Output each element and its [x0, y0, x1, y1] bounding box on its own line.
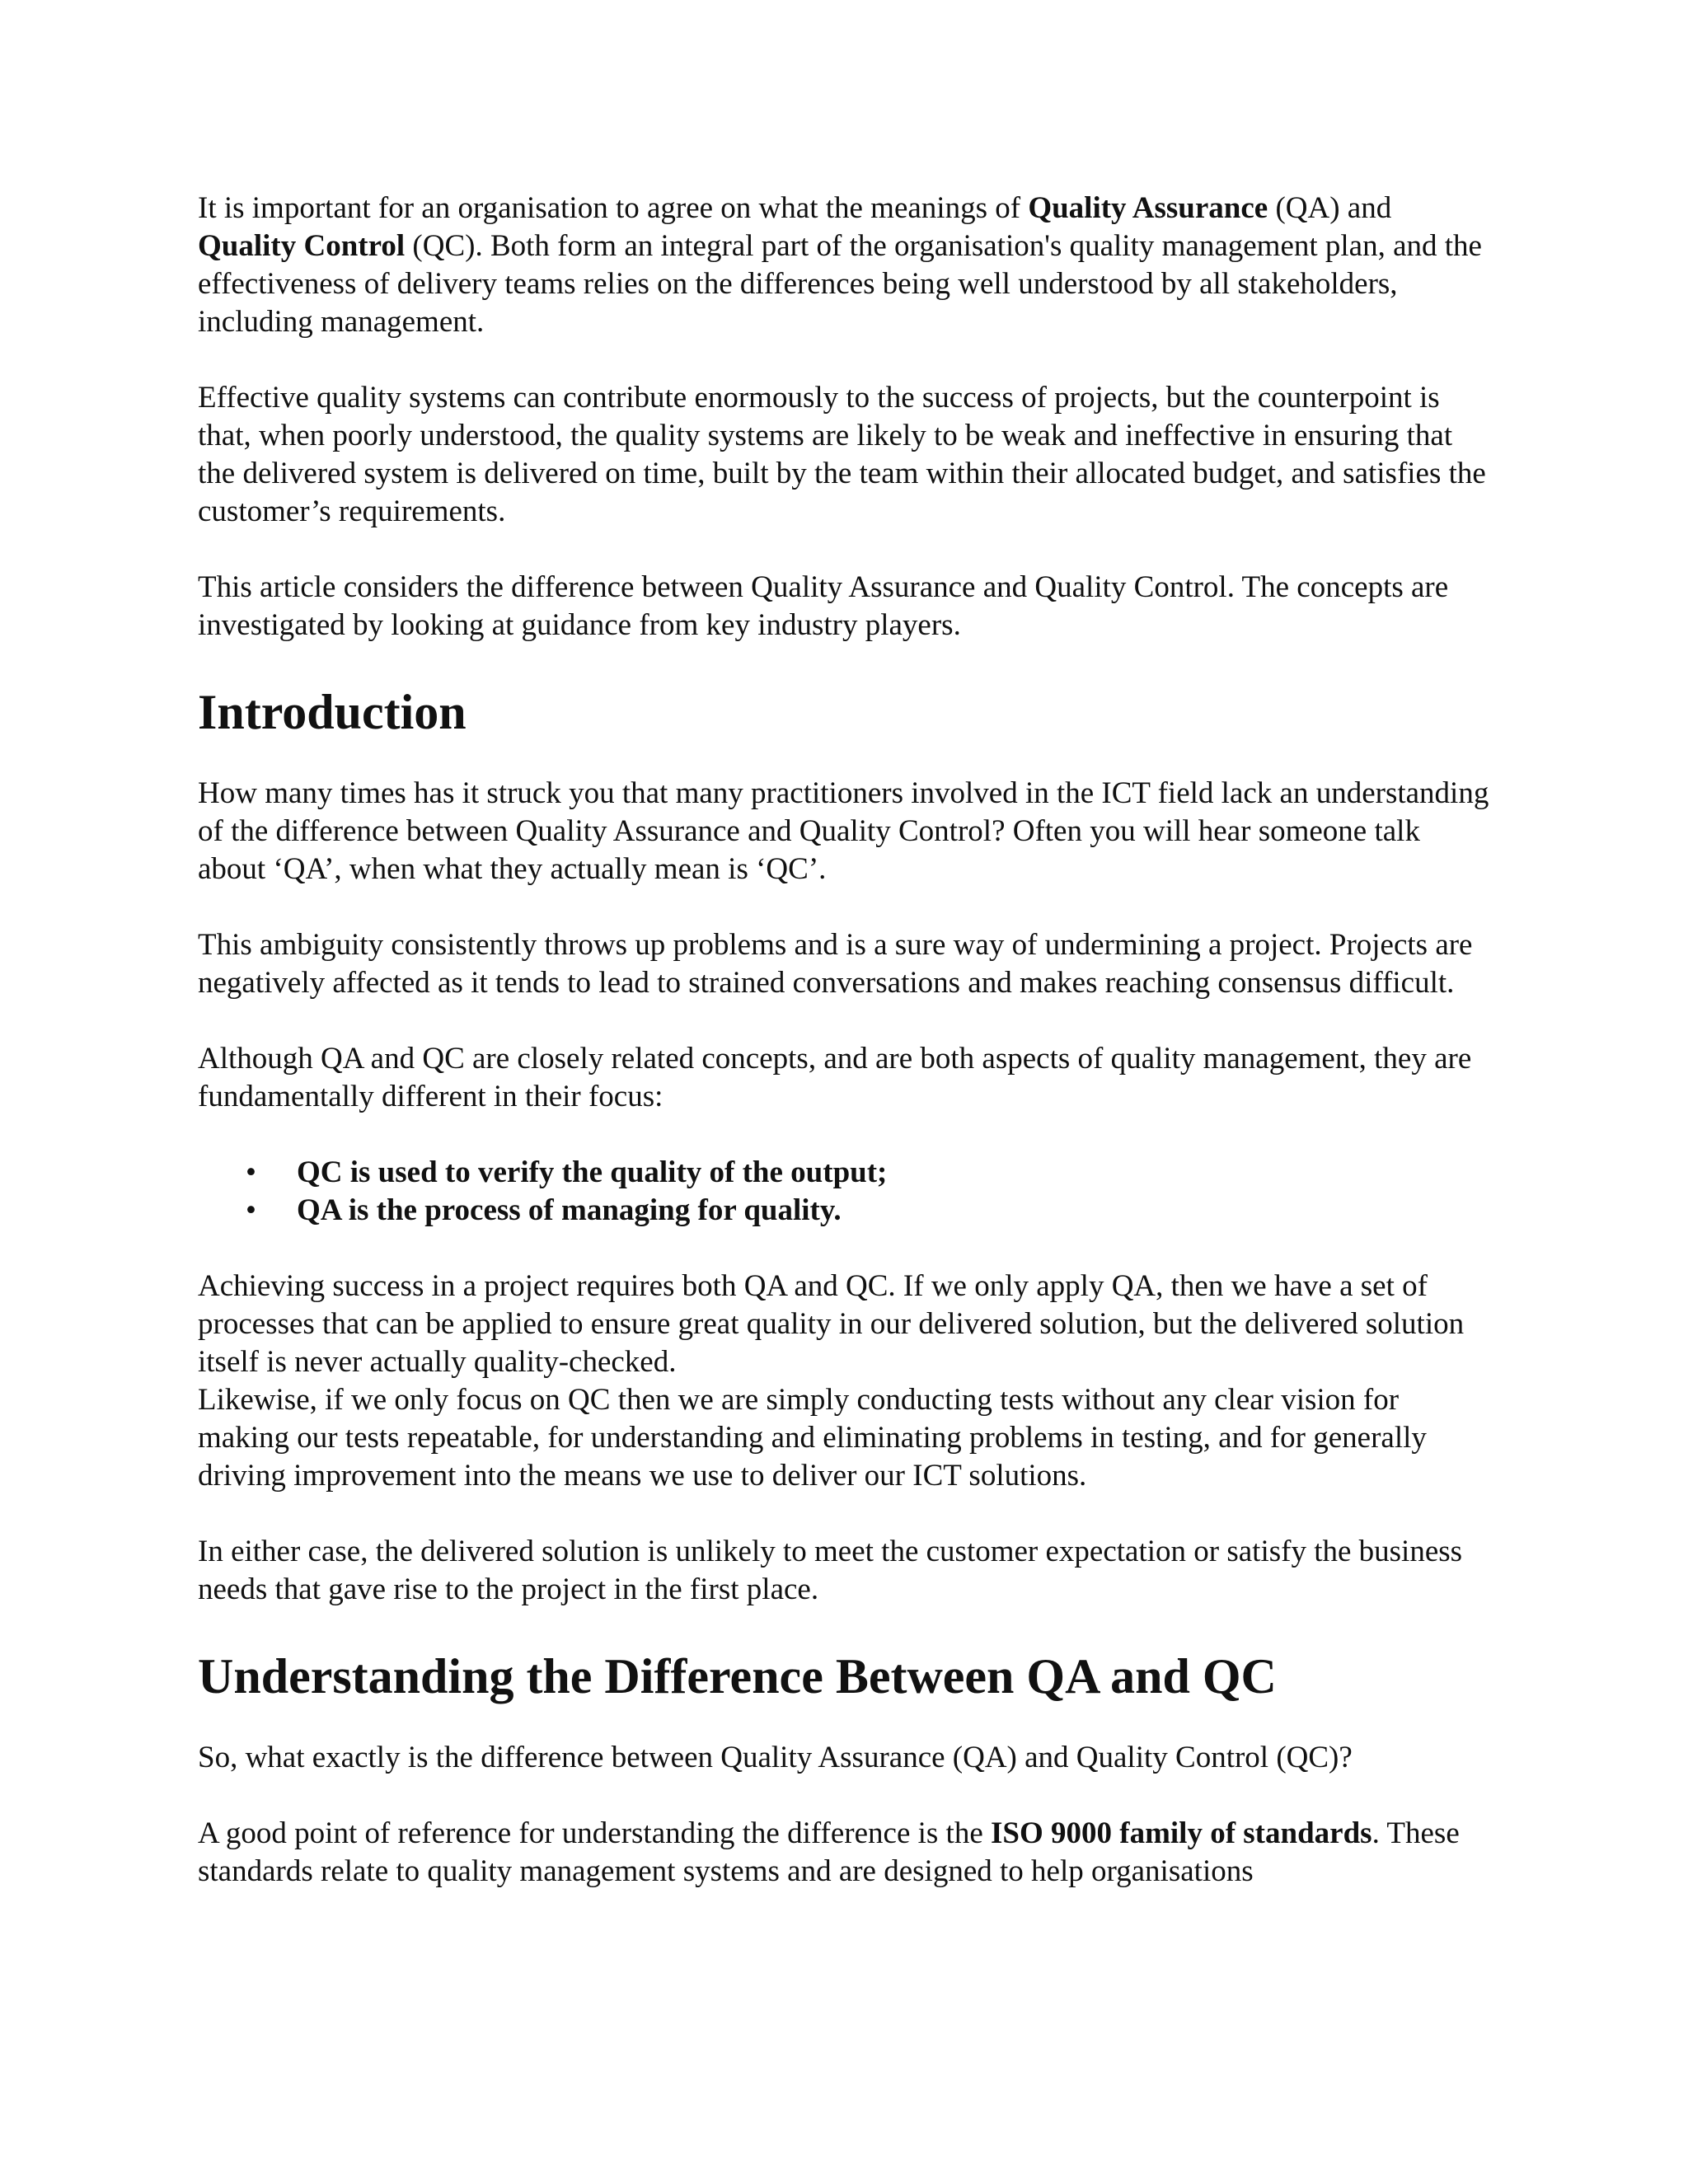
document-body [198, 190, 1492, 1929]
text-run: It is important for an organisation to agree on what the meanings of [198, 191, 1029, 225]
text-run: . These standards relate to quality management systems and are designed to help organisations [198, 1816, 1460, 1888]
term-iso-9000: ISO 9000 family of standards [991, 1816, 1372, 1850]
bullet-text: QC is used to verify the quality of the output; [297, 1155, 888, 1189]
text-run: A good point of reference for understanding the difference is the [198, 1816, 991, 1850]
paragraph-achieving-success: Achieving success in a project requires both QA and QC. If we only apply QA, then we have a set of processes that can be applied to ensure great quality in our delivered solution, but the delivered solution itself is never actually quality-checked. [198, 1269, 1465, 1379]
paragraph-effective-quality-systems: Effective quality systems can contribute enormously to the success of projects, but the counterpoint is that, when poorly understood, the quality systems are likely to be weak and ineffective in ensuring that the delivered system is delivered on time, built by the team within their allocated budget, and satisfies the customer’s requirements. [198, 381, 1486, 528]
bullet-text: QA is the process of managing for quality. [297, 1193, 842, 1227]
bullet-dot-icon: • [246, 1155, 256, 1189]
paragraph-ambiguity: This ambiguity consistently throws up problems and is a sure way of undermining a project. Projects are negatively affected as it tends to lead to strained conversations and makes reaching consensus difficult. [198, 928, 1473, 1000]
text-run: (QC). Both form an integral part of the organisation's quality management plan, and the effectiveness of delivery teams relies on the differences being well understood by all stakeholders, including management. [198, 229, 1482, 339]
paragraph-either-case: In either case, the delivered solution is unlikely to meet the customer expectation or satisfy the business needs that gave rise to the project in the first place. [198, 1535, 1463, 1606]
focus-bullet-list [198, 1154, 1492, 1230]
paragraph-iso-9000 [198, 1815, 1492, 1891]
bullet-qa [198, 1192, 1492, 1230]
paragraph-how-many-times: How many times has it struck you that many practitioners involved in the ICT field lack an understanding of the difference between Quality Assurance and Quality Control? Often you will hear someone talk about ‘QA’, when what they actually mean is ‘QC’. [198, 776, 1489, 886]
paragraph-although: Although QA and QC are closely related concepts, and are both aspects of quality management, they are fundamentally different in their focus: [198, 1042, 1472, 1113]
term-quality-assurance: Quality Assurance [1028, 191, 1268, 225]
bullet-qc [198, 1154, 1492, 1192]
heading-introduction: Introduction [198, 685, 467, 739]
intro-paragraph-qa-qc [198, 190, 1492, 341]
paragraph-article-scope: This article considers the difference between Quality Assurance and Quality Control. The concepts are investigated by looking at guidance from key industry players. [198, 570, 1449, 642]
paragraph-what-exactly: So, what exactly is the difference between Quality Assurance (QA) and Quality Control (QC)? [198, 1741, 1353, 1774]
bullet-dot-icon: • [246, 1193, 256, 1227]
paragraph-likewise: Likewise, if we only focus on QC then we are simply conducting tests without any clear vision for making our tests repeatable, for understanding and eliminating problems in testing, and for generally driving improvement into the means we use to deliver our ICT solutions. [198, 1383, 1427, 1493]
text-run: (QA) and [1268, 191, 1392, 225]
term-quality-control: Quality Control [198, 229, 406, 263]
heading-understanding-difference: Understanding the Difference Between QA and QC [198, 1649, 1277, 1704]
